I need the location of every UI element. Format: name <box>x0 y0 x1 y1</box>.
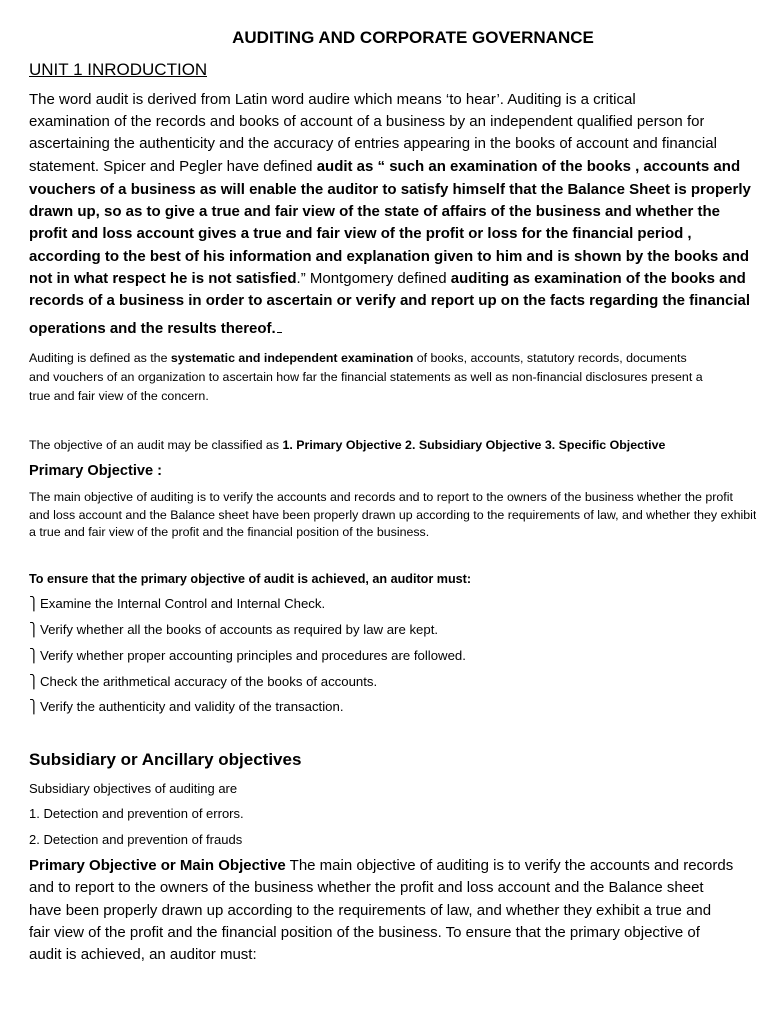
bullet-icon: ⎫ <box>29 596 39 611</box>
main-objective-text: The main objective of auditing is to verify the accounts and records <box>285 857 734 874</box>
list-item <box>29 622 438 638</box>
intro-line <box>29 270 746 287</box>
intro-text: statement. Spicer and Pegler have defined <box>29 158 317 175</box>
objectives-bold-text: 1. Primary Objective 2. Subsidiary Objective 3. Specific Objective <box>282 438 666 452</box>
intro-bold-text: auditing as examination of the books and <box>450 270 746 287</box>
document-title: AUDITING AND CORPORATE GOVERNANCE <box>232 28 594 47</box>
definition-line <box>29 351 687 365</box>
primary-objective-heading: Primary Objective : <box>29 463 163 479</box>
primary-line: a true and fair view of the profit and the financial position of the business. <box>29 525 430 539</box>
main-objective-line: audit is achieved, an auditor must: <box>29 946 257 963</box>
definition-bold-text: systematic and independent examination <box>170 351 414 365</box>
intro-line: vouchers of a business as will enable the auditor to satisfy himself that the Balance Sheet is properly <box>29 181 751 198</box>
underline-mark <box>277 320 282 333</box>
intro-line: drawn up, so as to give a true and fair view of the state of affairs of the business and whether the <box>29 203 720 220</box>
intro-line: ascertaining the authenticity and the accuracy of entries appearing in the books of account and financial <box>29 135 717 152</box>
intro-bold-text: not in what respect he is not satisfied <box>29 270 297 287</box>
intro-line <box>29 320 282 337</box>
bullet-icon: ⎫ <box>29 622 39 637</box>
bullet-icon: ⎫ <box>29 699 39 714</box>
list-item <box>29 699 344 715</box>
main-objective-line: have been properly drawn up according to the requirements of law, and whether they exhibit a true and <box>29 902 712 919</box>
subsidiary-heading: Subsidiary or Ancillary objectives <box>29 750 302 769</box>
subsidiary-intro: Subsidiary objectives of auditing are <box>29 781 238 796</box>
intro-line: profit and loss account gives a true and fair view of the profit or loss for the financial period , <box>29 225 692 242</box>
definition-text: Auditing is defined as the <box>29 351 171 365</box>
list-item-text: Verify whether proper accounting principles and procedures are followed. <box>40 648 466 663</box>
main-objective-line: and to report to the owners of the business whether the profit and loss account and the Balance sheet <box>29 879 704 896</box>
intro-text: .” Montgomery defined <box>296 270 451 287</box>
intro-line: records of a business in order to ascertain or verify and report up on the facts regarding the financial <box>29 292 750 309</box>
objectives-text: The objective of an audit may be classified as <box>29 438 283 452</box>
main-objective-line <box>29 857 733 874</box>
list-item <box>29 674 377 690</box>
main-objective-line: fair view of the profit and the financial position of the business. To ensure that the primary objective of <box>29 924 700 941</box>
definition-line: and vouchers of an organization to ascertain how far the financial statements as well as non-financial disclosures present a <box>29 370 703 384</box>
list-item <box>29 648 466 664</box>
objectives-classification <box>29 438 665 452</box>
main-objective-bold-text: Primary Objective or Main Objective <box>29 857 286 874</box>
list-item-text: Verify the authenticity and validity of the transaction. <box>40 699 344 714</box>
subsidiary-item: 2. Detection and prevention of frauds <box>29 832 243 847</box>
list-item-text: Check the arithmetical accuracy of the books of accounts. <box>40 674 378 689</box>
intro-line: The word audit is derived from Latin word audire which means ‘to hear’. Auditing is a critical <box>29 91 636 108</box>
intro-bold-text: operations and the results thereof. <box>29 320 276 337</box>
primary-line: The main objective of auditing is to verify the accounts and records and to report to the owners of the business whether the profit <box>29 490 733 504</box>
definition-line: true and fair view of the concern. <box>29 389 209 403</box>
ensure-heading: To ensure that the primary objective of audit is achieved, an auditor must: <box>29 572 472 586</box>
definition-text: of books, accounts, statutory records, documents <box>413 351 687 365</box>
intro-line: according to the best of his information and explanation given to him and is shown by the books and <box>29 248 750 265</box>
intro-line <box>29 158 740 175</box>
intro-bold-text: audit as “ such an examination of the books , accounts and <box>316 158 741 175</box>
intro-line: examination of the records and books of account of a business by an independent qualified person for <box>29 113 705 130</box>
bullet-icon: ⎫ <box>29 648 39 663</box>
bullet-icon: ⎫ <box>29 674 39 689</box>
list-item-text: Examine the Internal Control and Internal Check. <box>40 596 326 611</box>
unit-heading: UNIT 1 INRODUCTION <box>29 60 208 79</box>
primary-line: and loss account and the Balance sheet have been properly drawn up according to the requirements of law, and whether they exhibit <box>29 508 757 522</box>
list-item-text: Verify whether all the books of accounts as required by law are kept. <box>40 622 439 637</box>
list-item <box>29 596 325 612</box>
subsidiary-item: 1. Detection and prevention of errors. <box>29 806 244 821</box>
